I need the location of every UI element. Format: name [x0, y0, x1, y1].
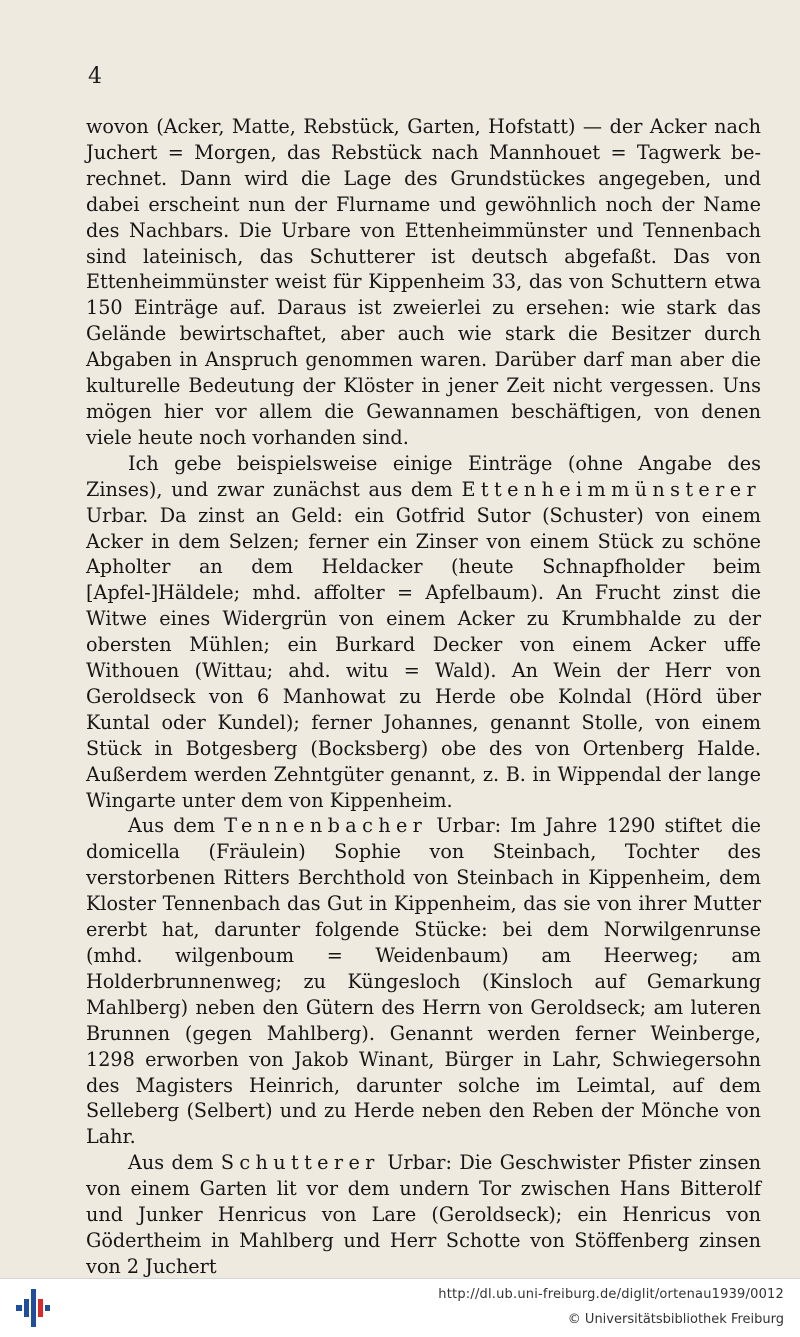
paragraph — [86, 451, 761, 814]
paragraph-text: wovon (Acker, Matte, Rebstück, Garten, Hofstatt) — der Acker nach Juchert = Morgen, das Rebstück nach Mannhouet = Tagwerk berechnet. Dann wird die Lage des Grundstückes angegeben, und dabei erscheint nun der Flurname und gewöhnlich noch der Name des Nachbars. Die Urbare von Ettenheimmünster und Tennenbach sind lateinisch, das Schutterer ist deutsch abgefaßt. Das von Ettenheimmünster weist für Kippenheim 33, das von Schuttern etwa 150 Einträge auf. Daraus ist zweierlei zu ersehen: wie stark das Gelände bewirtschaftet, aber auch wie stark die Besitzer durch Abgaben in Anspruch genommen waren. Darüber darf man aber die kulturelle Bedeutung der Klöster in jener Zeit nicht vergessen. Uns mögen hier vor allem die Gewannamen beschäftigen, von denen viele heute noch vorhanden sind. — [86, 115, 761, 449]
spaced-emphasis-text: Tennenbacher — [224, 814, 428, 838]
spaced-emphasis-text: Schutterer — [220, 1151, 380, 1175]
paragraph-text: Aus dem — [128, 1151, 221, 1175]
ub-freiburg-logo-icon[interactable] — [14, 1287, 50, 1329]
paragraph-text: Ich gebe beispielsweise einige Einträge (ohne Angabe des Zinses), und zwar zunächst aus dem — [86, 451, 761, 501]
paragraph-text: Urbar: Im Jahre 1290 stiftet die domicella (Fräulein) Sophie von Steinbach, Tochter des verstorbenen Ritters Berchthold von Steinbach in Kippenheim, dem Kloster Tennenbach das Gut in Kippenheim, das sie von ihrer Mutter ererbt hat, darunter folgende Stücke: bei dem Norwilgenrunse (mhd. wilgenboum = Weidenbaum) am Heerweg; am Holderbrunnenweg; zu Küngesloch (Kinsloch auf Gemarkung Mahlberg) neben den Gütern des Herrn von Geroldseck; am luteren Brunnen (gegen Mahlberg). Genannt werden ferner Weinberge, 1298 erworben von Jakob Winant, Bürger in Lahr, Schwiegersohn des Magisters Heinrich, darunter solche im Leimtal, auf dem Selleberg (Selbert) und zu Herde neben den Reben der Mönche von Lahr. — [86, 814, 762, 1149]
copyright-text: © Universitätsbibliothek Freiburg — [567, 1312, 784, 1327]
permalink-url[interactable]: http://dl.ub.uni-freiburg.de/diglit/ortenau1939/0012 — [438, 1287, 784, 1302]
paragraph — [86, 114, 761, 451]
page-number: 4 — [88, 64, 102, 89]
paragraph — [86, 813, 761, 1150]
paragraph-text: Aus dem — [128, 814, 225, 838]
paragraph-text: Urbar. Da zinst an Geld: ein Gotfrid Sutor (Schuster) von einem Acker in dem Selzen; ferner ein Zinser von einem Stück zu schöne Apholter an dem Heldacker (heute Schnapfholder beim [Apfel-]Häldele; mhd. affolter = Apfelbaum). An Frucht zinst die Witwe eines Widergrün von einem Acker zu Krumbhalde zu der obersten Mühlen; ein Burkard Decker von einem Acker uffe Withouen (Wittau; ahd. witu = Wald). An Wein der Herr von Geroldseck von 6 Manhowat zu Herde obe Kolndal (Hörd über Kuntal oder Kundel); ferner Johannes, genannt Stolle, von einem Stück in Botgesberg (Bocksberg) obe des von Ortenberg Halde. Außerdem werden Zehntgüter genannt, z. B. in Wippendal der lange Wingarte unter dem von Kippenheim. — [86, 503, 761, 812]
body-text — [86, 114, 761, 1280]
footer-bar — [0, 1278, 800, 1337]
paragraph-text: Urbar: Die Geschwister Pfister zinsen von einem Garten lit vor dem undern Tor zwischen Hans Bitterolf und Junker Henricus von Lare (Geroldseck); ein Henricus von Gödertheim in Mahlberg und Herr Schotte von Stöffenberg zinsen von 2 Juchert — [86, 1151, 762, 1278]
paragraph — [86, 1150, 761, 1280]
spaced-emphasis-text: Ettenheimmünsterer — [461, 477, 761, 501]
